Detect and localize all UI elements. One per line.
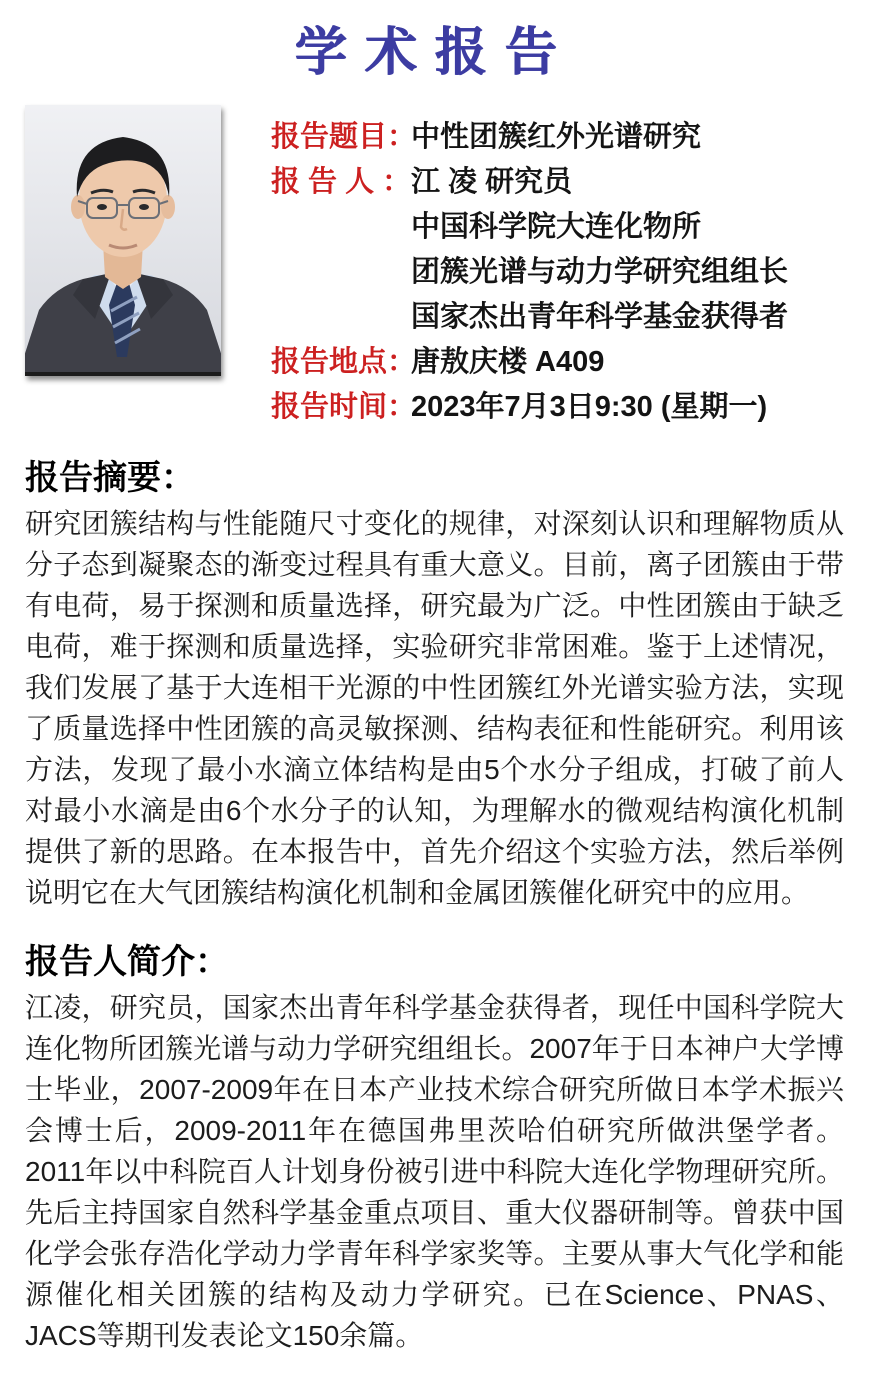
bio-section (25, 939, 844, 1356)
detail-row-location (271, 337, 788, 382)
detail-value: 2023年7月3日9:30 (星期一) (411, 391, 768, 423)
detail-label: 报告题目： (271, 121, 417, 153)
abstract-heading: 报告摘要： (25, 459, 195, 497)
bio-body: 江凌，研究员，国家杰出青年科学基金获得者，现任中国科学院大连化物所团簇光谱与动力学研究组组长。2007年于日本神户大学博士毕业，2007-2009年在日本产业技术综合研究所做日本学术振兴会博士后，2009-2011年在德国弗里茨哈伯研究所做洪堡学者。2011年以中科院百人计划身份被引进中科院大连化学物理研究所。先后主持国家自然科学基金重点项目、重大仪器研制等。曾获中国化学会张存浩化学动力学青年科学家奖等。主要从事大气化学和能源催化相关团簇的结构及动力学研究。已在Science、PNAS、JACS等期刊发表论文150余篇。 (25, 992, 844, 1351)
detail-value: 中性团簇红外光谱研究 (411, 121, 702, 153)
speaker-portrait (25, 105, 221, 372)
report-details (271, 112, 788, 427)
detail-row-position (271, 247, 788, 292)
detail-row-time (271, 382, 788, 427)
abstract-section (25, 455, 844, 913)
header-section (0, 100, 869, 427)
detail-row-speaker (271, 157, 788, 202)
detail-label: 报告时间： (271, 391, 417, 423)
detail-row-topic (271, 112, 788, 157)
abstract-body: 研究团簇结构与性能随尺寸变化的规律，对深刻认识和理解物质从分子态到凝聚态的渐变过程具有重大意义。目前，离子团簇由于带有电荷，易于探测和质量选择，研究最为广泛。中性团簇由于缺乏电荷，难于探测和质量选择，实验研究非常困难。鉴于上述情况，我们发展了基于大连相干光源的中性团簇红外光谱实验方法，实现了质量选择中性团簇的高灵敏探测、结构表征和性能研究。利用该方法，发现了最小水滴立体结构是由5个水分子组成，打破了前人对最小水滴是由6个水分子的认知，为理解水的微观结构演化机制提供了新的思路。在本报告中，首先介绍这个实验方法，然后举例说明它在大气团簇结构演化机制和金属团簇催化研究中的应用。 (25, 508, 844, 908)
detail-value: 中国科学院大连化物所 (411, 211, 702, 243)
detail-value: 江 凌 研究员 (411, 166, 573, 198)
detail-value: 唐敖庆楼 A409 (411, 346, 605, 378)
detail-value: 国家杰出青年科学基金获得者 (411, 301, 789, 333)
detail-label: 报 告 人 ： (271, 166, 412, 198)
detail-row-honor (271, 292, 788, 337)
detail-label: 报告地点： (271, 346, 417, 378)
detail-row-affiliation (271, 202, 788, 247)
speaker-photo (25, 105, 221, 376)
bio-heading: 报告人简介： (25, 943, 229, 981)
detail-value: 团簇光谱与动力学研究组组长 (411, 256, 789, 288)
page-title: 学术报告 (294, 22, 575, 83)
